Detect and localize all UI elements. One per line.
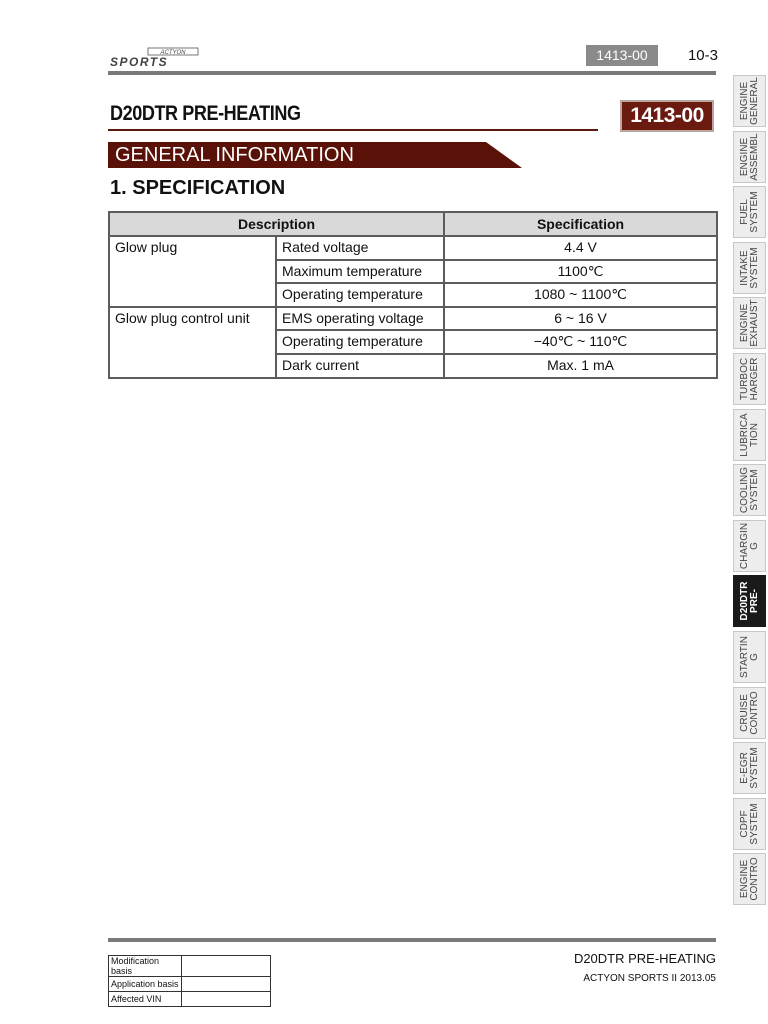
value-cell: −40℃ ~ 110℃ xyxy=(444,330,717,354)
modification-basis-value xyxy=(182,956,271,977)
modification-table xyxy=(108,955,271,1007)
tab-engine-assembly[interactable] xyxy=(733,131,766,183)
tab-label: TURBOC HARGER xyxy=(738,357,760,401)
component-cell: Glow plug control unit xyxy=(109,307,276,378)
header-description: Description xyxy=(109,212,444,236)
tab-label: LUBRICA TION xyxy=(738,412,760,457)
tab-label: ENGINE GENERAL xyxy=(738,77,760,125)
page-title: D20DTR PRE-HEATING xyxy=(110,102,301,125)
tab-cruise-control[interactable] xyxy=(733,687,766,739)
tab-starting[interactable] xyxy=(733,631,766,683)
value-cell: 1100℃ xyxy=(444,260,717,284)
tab-label: CRUISE CONTRO xyxy=(738,690,760,735)
modification-basis-label: Modification basis xyxy=(109,956,182,977)
tab-e-egr-system[interactable] xyxy=(733,742,766,794)
tab-label: D20DTR PRE- xyxy=(738,581,760,621)
tab-engine-general[interactable] xyxy=(733,75,766,127)
table-row xyxy=(109,977,271,992)
section-heading: 1. SPECIFICATION xyxy=(110,177,286,199)
item-cell: Operating temperature xyxy=(276,283,444,307)
tab-label: FUEL SYSTEM xyxy=(738,191,760,233)
tab-fuel-system[interactable] xyxy=(733,186,766,238)
header-divider xyxy=(108,71,716,75)
item-cell: Rated voltage xyxy=(276,236,444,260)
tab-lubrication[interactable] xyxy=(733,409,766,461)
tab-cdpf-system[interactable] xyxy=(733,798,766,850)
tab-label: CDPF SYSTEM xyxy=(738,803,760,845)
tab-intake-system[interactable] xyxy=(733,242,766,294)
logo-main-text: SPORTS xyxy=(110,55,169,69)
tab-cooling-system[interactable] xyxy=(733,464,766,516)
footer-subtitle: ACTYON SPORTS II 2013.05 xyxy=(583,973,716,984)
table-row xyxy=(109,236,717,260)
application-basis-value xyxy=(182,977,271,992)
logo-top-text: ACTYON xyxy=(160,50,186,56)
page-number: 10-3 xyxy=(687,47,718,64)
footer-divider xyxy=(108,938,716,942)
title-underline xyxy=(108,129,598,131)
banner-text: GENERAL INFORMATION xyxy=(115,144,354,166)
tab-label: E-EGR SYSTEM xyxy=(738,747,760,789)
value-cell: 4.4 V xyxy=(444,236,717,260)
component-cell: Glow plug xyxy=(109,236,276,307)
title-code-badge: 1413-00 xyxy=(620,100,714,132)
header-specification: Specification xyxy=(444,212,717,236)
tab-engine-control[interactable] xyxy=(733,853,766,905)
item-cell: Operating temperature xyxy=(276,330,444,354)
tab-label: ENGINE CONTRO xyxy=(738,857,760,901)
tab-label: STARTIN G xyxy=(738,636,760,678)
value-cell: 6 ~ 16 V xyxy=(444,307,717,331)
tab-engine-exhaust[interactable] xyxy=(733,297,766,349)
affected-vin-label: Affected VIN xyxy=(109,992,182,1007)
tab-label: ENGINE EXHAUST xyxy=(738,299,760,347)
application-basis-label: Application basis xyxy=(109,977,182,992)
table-header-row xyxy=(109,212,717,236)
table-row xyxy=(109,992,271,1007)
value-cell: Max. 1 mA xyxy=(444,354,717,378)
tab-turbocharger[interactable] xyxy=(733,353,766,405)
header-section-code: 1413-00 xyxy=(586,45,658,66)
tab-charging[interactable] xyxy=(733,520,766,572)
actyon-sports-logo xyxy=(108,47,200,69)
value-cell: 1080 ~ 1100℃ xyxy=(444,283,717,307)
tab-label: ENGINE ASSEMBL xyxy=(738,132,760,181)
table-row xyxy=(109,307,717,331)
item-cell: EMS operating voltage xyxy=(276,307,444,331)
affected-vin-value xyxy=(182,992,271,1007)
specification-table xyxy=(108,211,718,379)
tab-label: CHARGIN G xyxy=(738,522,760,569)
chapter-tabs xyxy=(733,75,766,909)
item-cell: Maximum temperature xyxy=(276,260,444,284)
tab-d20dtr-pre-heating[interactable] xyxy=(733,575,766,627)
tab-label: INTAKE SYSTEM xyxy=(738,247,760,289)
tab-label: COOLING SYSTEM xyxy=(738,467,760,514)
item-cell: Dark current xyxy=(276,354,444,378)
footer-title: D20DTR PRE-HEATING xyxy=(573,951,716,966)
table-row xyxy=(109,956,271,977)
